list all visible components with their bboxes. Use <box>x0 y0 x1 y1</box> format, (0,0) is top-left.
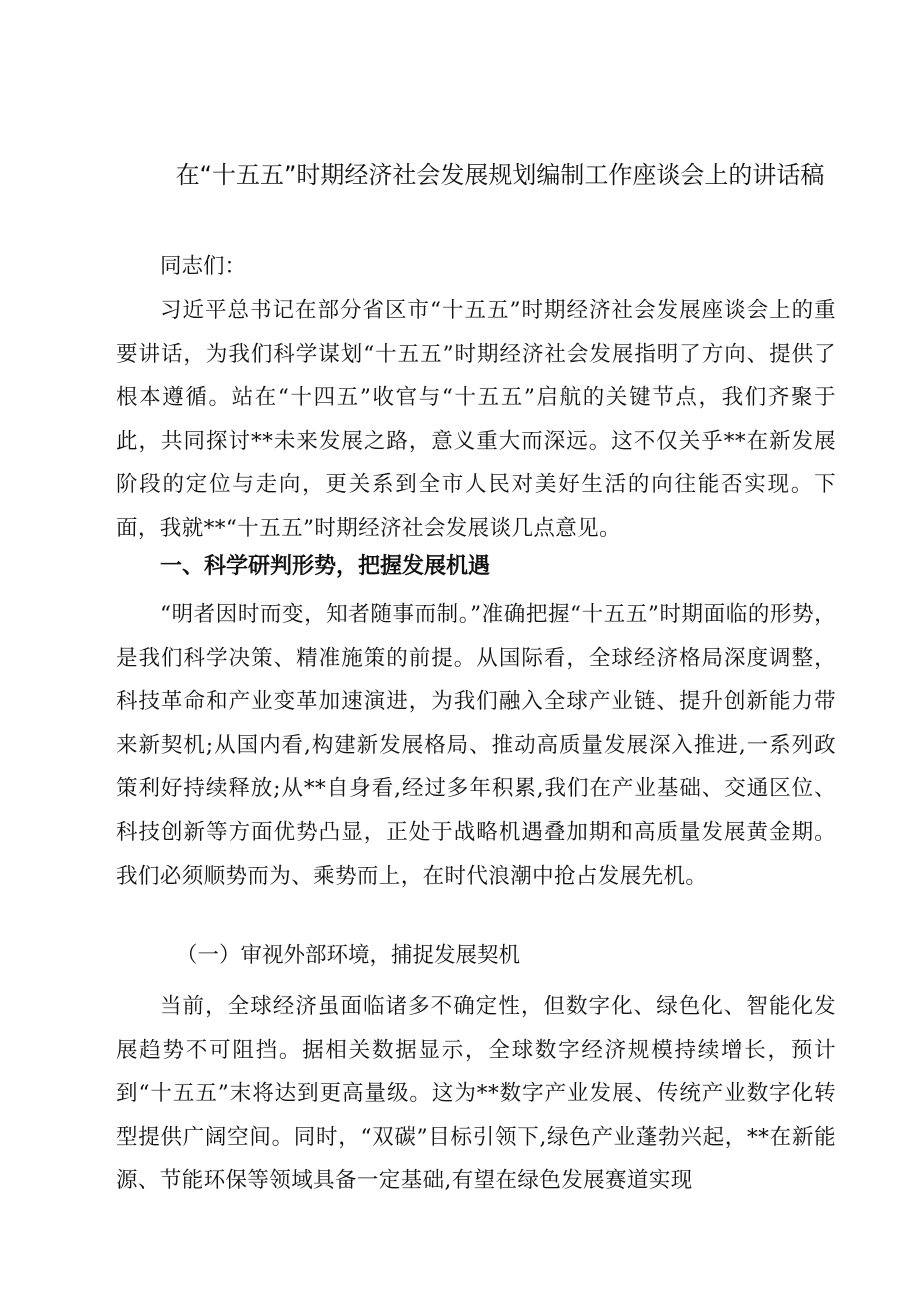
subsection1-paragraph-block <box>116 985 836 1203</box>
document-title: 在“十五五”时期经济社会发展规划编制工作座谈会上的讲话稿 <box>175 161 825 189</box>
salutation: 同志们： <box>160 254 247 279</box>
section1-paragraph: “明者因时而变，知者随事而制。”准确把握“十五五”时期面临的形势，是我们科学决策、精准施策的前提。从国际看，全球经济格局深度调整，科技革命和产业变革加速演进，为我们融入全球产业链、提升创新能力带来新契机;从国内看,构建新发展格局、推动高质量发展深入推进,一系列政策利好持续释放;从**自身看,经过多年积累,我们在产业基础、交通区位、科技创新等方面优势凸显，正处于战略机遇叠加期和高质量发展黄金期。我们必须顺势而为、乘势而上，在时代浪潮中抢占发展先机。 <box>116 602 836 889</box>
intro-paragraph-block <box>116 289 836 551</box>
section1-paragraph-block <box>116 593 836 898</box>
subsection-heading-1: （一）审视外部环境，捕捉发展契机 <box>176 943 521 968</box>
subsection1-paragraph: 当前，全球经济虽面临诸多不确定性，但数字化、绿色化、智能化发展趋势不可阻挡。据相关数据显示，全球数字经济规模持续增长，预计到“十五五”末将达到更高量级。这为**数字产业发展、传统产业数字化转型提供广阔空间。同时，“双碳”目标引领下,绿色产业蓬勃兴起，**在新能源、节能环保等领域具备一定基础,有望在绿色发展赛道实现 <box>116 994 836 1194</box>
section-heading-1: 一、科学研判形势，把握发展机遇 <box>160 554 491 579</box>
intro-paragraph: 习近平总书记在部分省区市“十五五”时期经济社会发展座谈会上的重要讲话，为我们科学谋划“十五五”时期经济社会发展指明了方向、提供了根本遵循。站在“十四五”收官与“十五五”启航的关键节点，我们齐聚于此，共同探讨**未来发展之路，意义重大而深远。这不仅关乎**在新发展阶段的定位与走向，更关系到全市人民对美好生活的向往能否实现。下面，我就**“十五五”时期经济社会发展谈几点意见。 <box>116 298 836 541</box>
